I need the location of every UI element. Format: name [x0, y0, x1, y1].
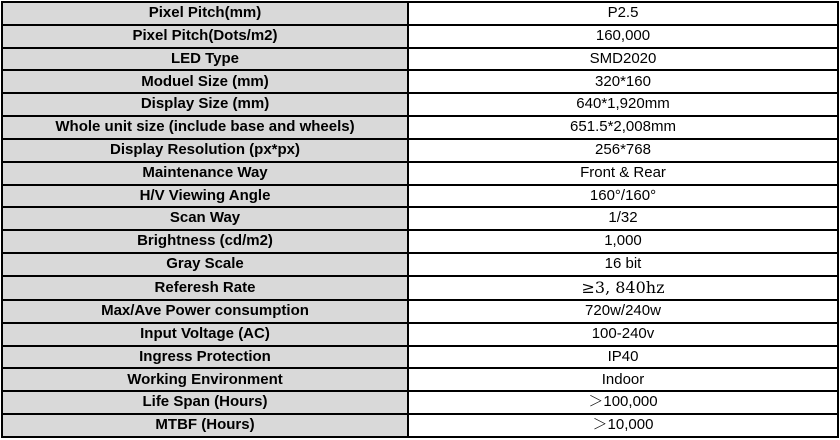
table-row [2, 70, 838, 93]
spec-label-maintenance-way: Maintenance Way [2, 162, 408, 185]
spec-value-working-environment: Indoor [408, 368, 838, 391]
spec-value-input-voltage: 100-240v [408, 323, 838, 346]
spec-value-power-consumption: 720w/240w [408, 300, 838, 323]
spec-value-scan-way: 1/32 [408, 207, 838, 230]
spec-label-input-voltage: Input Voltage (AC) [2, 323, 408, 346]
table-row [2, 323, 838, 346]
spec-value-led-type: SMD2020 [408, 48, 838, 71]
table-row [2, 391, 838, 414]
spec-label-gray-scale: Gray Scale [2, 253, 408, 276]
spec-value-maintenance-way: Front & Rear [408, 162, 838, 185]
spec-table-body [2, 2, 838, 437]
table-row [2, 48, 838, 71]
table-row [2, 230, 838, 253]
spec-label-whole-unit-size: Whole unit size (include base and wheels) [2, 116, 408, 139]
spec-value-module-size: 320*160 [408, 70, 838, 93]
table-row [2, 2, 838, 25]
spec-label-brightness: Brightness (cd/m2) [2, 230, 408, 253]
spec-label-mtbf: MTBF (Hours) [2, 414, 408, 437]
spec-label-power-consumption: Max/Ave Power consumption [2, 300, 408, 323]
table-row [2, 414, 838, 437]
spec-label-led-type: LED Type [2, 48, 408, 71]
spec-value-brightness: 1,000 [408, 230, 838, 253]
table-row [2, 300, 838, 323]
spec-value-viewing-angle: 160°/160° [408, 185, 838, 208]
spec-label-refresh-rate: Referesh Rate [2, 276, 408, 300]
table-row [2, 162, 838, 185]
spec-value-display-size: 640*1,920mm [408, 93, 838, 116]
spec-value-whole-unit-size: 651.5*2,008mm [408, 116, 838, 139]
spec-value-display-resolution: 256*768 [408, 139, 838, 162]
table-row [2, 253, 838, 276]
table-row [2, 93, 838, 116]
spec-label-viewing-angle: H/V Viewing Angle [2, 185, 408, 208]
table-row [2, 116, 838, 139]
spec-value-ingress-protection: IP40 [408, 346, 838, 369]
spec-value-pixel-pitch-mm: P2.5 [408, 2, 838, 25]
spec-label-life-span: Life Span (Hours) [2, 391, 408, 414]
table-row [2, 368, 838, 391]
spec-value-life-span: ＞100,000 [408, 391, 838, 414]
spec-label-ingress-protection: Ingress Protection [2, 346, 408, 369]
spec-label-scan-way: Scan Way [2, 207, 408, 230]
spec-value-pixel-pitch-dots: 160,000 [408, 25, 838, 48]
table-row [2, 276, 838, 300]
spec-table [1, 1, 839, 438]
table-row [2, 25, 838, 48]
spec-label-pixel-pitch-mm: Pixel Pitch(mm) [2, 2, 408, 25]
spec-value-refresh-rate: ≥3, 840hz [408, 276, 838, 300]
spec-label-display-size: Display Size (mm) [2, 93, 408, 116]
spec-label-pixel-pitch-dots: Pixel Pitch(Dots/m2) [2, 25, 408, 48]
spec-value-gray-scale: 16 bit [408, 253, 838, 276]
table-row [2, 185, 838, 208]
table-row [2, 139, 838, 162]
spec-label-module-size: Moduel Size (mm) [2, 70, 408, 93]
table-row [2, 207, 838, 230]
spec-label-display-resolution: Display Resolution (px*px) [2, 139, 408, 162]
spec-value-mtbf: ＞10,000 [408, 414, 838, 437]
table-row [2, 346, 838, 369]
spec-label-working-environment: Working Environment [2, 368, 408, 391]
